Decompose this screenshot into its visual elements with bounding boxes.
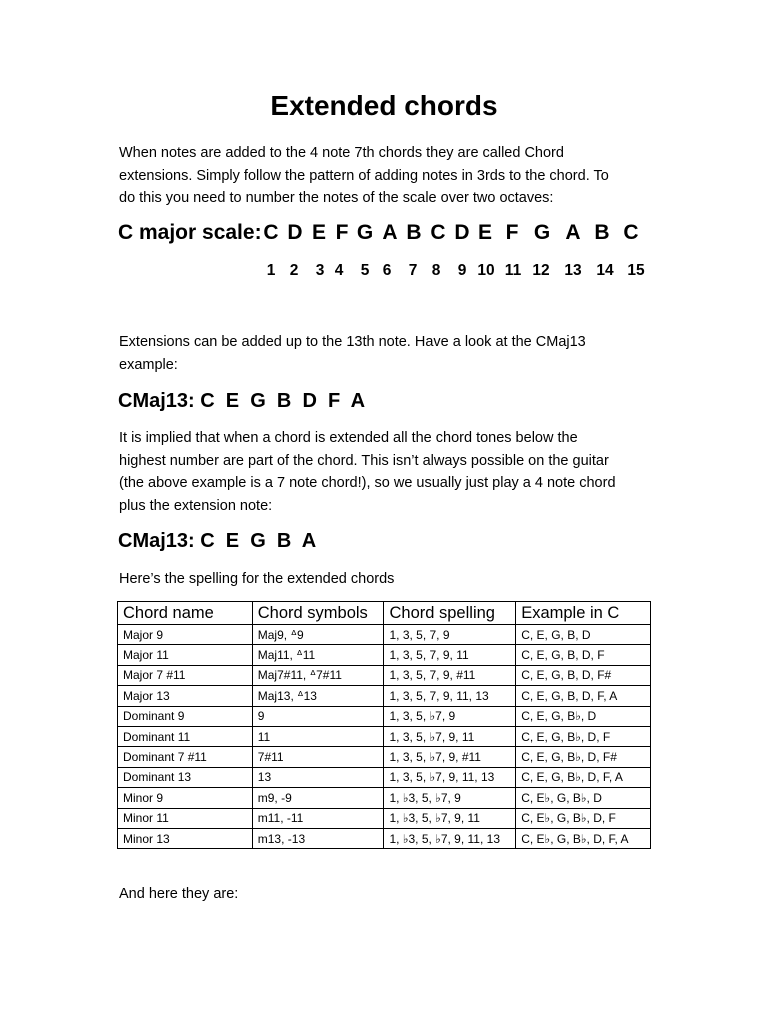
table-cell: C, E♭, G, B♭, D bbox=[516, 788, 651, 808]
table-cell: C, E, G, B♭, D, F# bbox=[516, 747, 651, 767]
scale-note: B bbox=[406, 221, 422, 244]
table-cell: C, E♭, G, B♭, D, F bbox=[516, 808, 651, 828]
table-cell: C, E, G, B, D, F, A bbox=[516, 686, 651, 706]
table-cell: 1, 3, 5, ♭7, 9, 11, 13 bbox=[384, 767, 516, 787]
chord-table bbox=[117, 601, 651, 849]
column-header: Chord spelling bbox=[384, 602, 516, 625]
table-cell: Dominant 9 bbox=[118, 706, 253, 726]
scale-numbers-row bbox=[0, 262, 768, 286]
table-cell: 1, 3, 5, 7, 9, 11 bbox=[384, 645, 516, 665]
scale-note: G bbox=[533, 221, 551, 244]
scale-number: 10 bbox=[477, 262, 495, 279]
table-row bbox=[118, 828, 651, 848]
table-cell: Maj13, ᐞ13 bbox=[252, 686, 384, 706]
scale-note: A bbox=[565, 221, 581, 244]
scale-note: A bbox=[382, 221, 398, 244]
cmaj13-full-heading: CMaj13: C E G B D F A bbox=[118, 390, 366, 412]
table-row bbox=[118, 706, 651, 726]
table-cell: 11 bbox=[252, 726, 384, 746]
table-cell: C, E, G, B, D bbox=[516, 625, 651, 645]
table-cell: C, E, G, B♭, D, F, A bbox=[516, 767, 651, 787]
table-cell: 1, 3, 5, ♭7, 9 bbox=[384, 706, 516, 726]
intro-line: When notes are added to the 4 note 7th chords they are called Chord bbox=[119, 145, 564, 161]
table-cell: m9, -9 bbox=[252, 788, 384, 808]
scale-number: 7 bbox=[408, 262, 418, 279]
scale-number: 9 bbox=[457, 262, 467, 279]
scale-number: 11 bbox=[504, 262, 522, 279]
scale-note: G bbox=[356, 221, 374, 244]
table-cell: Major 13 bbox=[118, 686, 253, 706]
table-cell: Maj11, ᐞ11 bbox=[252, 645, 384, 665]
scale-note: C bbox=[623, 221, 639, 244]
scale-note: F bbox=[505, 221, 519, 244]
scale-number: 12 bbox=[532, 262, 550, 279]
table-cell: 1, 3, 5, 7, 9 bbox=[384, 625, 516, 645]
implied-paragraph bbox=[119, 427, 659, 517]
table-cell: m11, -11 bbox=[252, 808, 384, 828]
intro-line: extensions. Simply follow the pattern of adding notes in 3rds to the chord. To bbox=[119, 167, 609, 184]
table-cell: Maj9, ᐞ9 bbox=[252, 625, 384, 645]
intro-paragraph bbox=[119, 142, 659, 210]
table-cell: C, E, G, B♭, D bbox=[516, 706, 651, 726]
column-header: Example in C bbox=[516, 602, 651, 625]
table-cell: 1, 3, 5, 7, 9, 11, 13 bbox=[384, 686, 516, 706]
scale-number: 5 bbox=[360, 262, 370, 279]
scale-note: D bbox=[454, 221, 470, 244]
scale-number: 3 bbox=[315, 262, 325, 279]
table-cell: 1, ♭3, 5, ♭7, 9, 11 bbox=[384, 808, 516, 828]
table-row bbox=[118, 808, 651, 828]
table-cell: Major 11 bbox=[118, 645, 253, 665]
scale-note: D bbox=[287, 221, 303, 244]
table-row bbox=[118, 747, 651, 767]
table-row bbox=[118, 767, 651, 787]
implied-line: plus the extension note: bbox=[119, 497, 273, 514]
table-cell: 13 bbox=[252, 767, 384, 787]
closing-text: And here they are: bbox=[119, 886, 239, 902]
table-cell: Major 7 #11 bbox=[118, 665, 253, 685]
column-header: Chord symbols bbox=[252, 602, 384, 625]
table-cell: Dominant 7 #11 bbox=[118, 747, 253, 767]
scale-number: 13 bbox=[564, 262, 582, 279]
table-cell: Major 9 bbox=[118, 625, 253, 645]
table-cell: Minor 13 bbox=[118, 828, 253, 848]
scale-note: E bbox=[311, 221, 327, 244]
table-cell: Minor 11 bbox=[118, 808, 253, 828]
extensions-line: example: bbox=[119, 356, 178, 373]
implied-line: (the above example is a 7 note chord!), so we usually just play a 4 note chord bbox=[119, 475, 616, 491]
scale-notes-row bbox=[118, 221, 678, 251]
table-cell: C, E, G, B♭, D, F bbox=[516, 726, 651, 746]
scale-note: C bbox=[430, 221, 446, 244]
table-cell: C, E♭, G, B♭, D, F, A bbox=[516, 828, 651, 848]
table-cell: 7#11 bbox=[252, 747, 384, 767]
scale-number: 6 bbox=[382, 262, 392, 279]
table-cell: m13, -13 bbox=[252, 828, 384, 848]
scale-number: 14 bbox=[596, 262, 614, 279]
table-row bbox=[118, 645, 651, 665]
scale-number: 1 bbox=[266, 262, 276, 279]
spelling-intro: Here’s the spelling for the extended chords bbox=[119, 571, 395, 587]
cmaj13-short-heading: CMaj13: C E G B A bbox=[118, 530, 317, 552]
table-cell: 9 bbox=[252, 706, 384, 726]
scale-label: C major scale: bbox=[118, 221, 262, 244]
table-cell: Dominant 13 bbox=[118, 767, 253, 787]
scale-number: 8 bbox=[431, 262, 441, 279]
table-cell: 1, 3, 5, ♭7, 9, #11 bbox=[384, 747, 516, 767]
scale-number: 15 bbox=[627, 262, 645, 279]
table-header-row bbox=[118, 602, 651, 625]
extensions-line: Extensions can be added up to the 13th note. Have a look at the CMaj13 bbox=[119, 334, 586, 350]
table-cell: 1, ♭3, 5, ♭7, 9, 11, 13 bbox=[384, 828, 516, 848]
table-row bbox=[118, 726, 651, 746]
table-cell: Dominant 11 bbox=[118, 726, 253, 746]
column-header: Chord name bbox=[118, 602, 253, 625]
implied-line: highest number are part of the chord. This isn’t always possible on the guitar bbox=[119, 452, 609, 469]
intro-line: do this you need to number the notes of the scale over two octaves: bbox=[119, 190, 554, 206]
implied-line: It is implied that when a chord is extended all the chord tones below the bbox=[119, 430, 578, 446]
table-row bbox=[118, 686, 651, 706]
scale-note: B bbox=[594, 221, 610, 244]
table-cell: 1, 3, 5, 7, 9, #11 bbox=[384, 665, 516, 685]
table-cell: 1, ♭3, 5, ♭7, 9 bbox=[384, 788, 516, 808]
scale-note: C bbox=[263, 221, 279, 244]
table-cell: C, E, G, B, D, F bbox=[516, 645, 651, 665]
table-row bbox=[118, 665, 651, 685]
table-cell: 1, 3, 5, ♭7, 9, 11 bbox=[384, 726, 516, 746]
table-cell: C, E, G, B, D, F# bbox=[516, 665, 651, 685]
table-cell: Minor 9 bbox=[118, 788, 253, 808]
extensions-paragraph bbox=[119, 331, 659, 376]
scale-number: 2 bbox=[289, 262, 299, 279]
page-title: Extended chords bbox=[270, 90, 498, 121]
scale-number: 4 bbox=[334, 262, 344, 279]
scale-note: E bbox=[477, 221, 493, 244]
table-cell: Maj7#11, ᐞ7#11 bbox=[252, 665, 384, 685]
scale-note: F bbox=[335, 221, 349, 244]
table-row bbox=[118, 625, 651, 645]
table-row bbox=[118, 788, 651, 808]
